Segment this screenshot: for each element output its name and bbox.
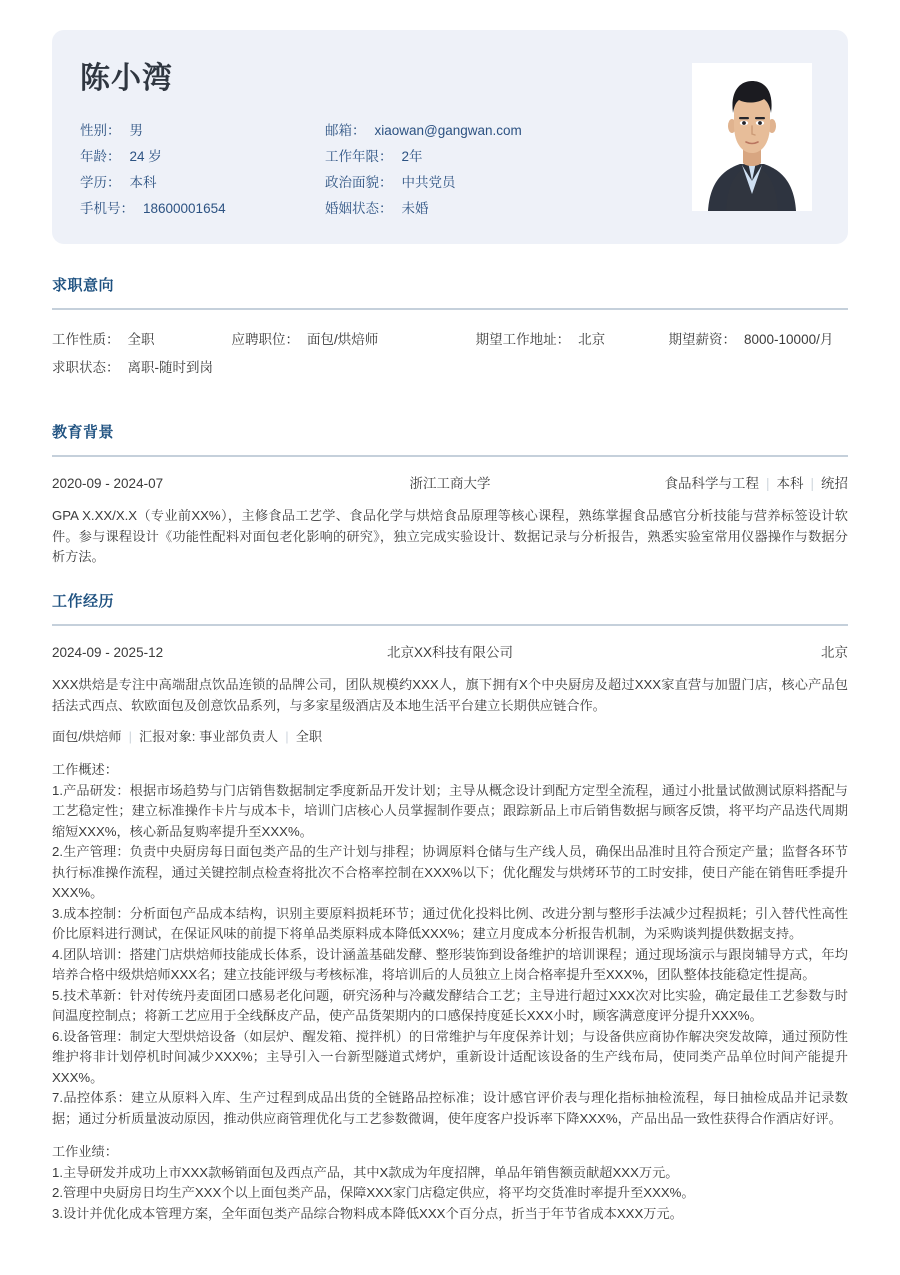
job-intent-row [52, 326, 848, 354]
job-intent-position-label: 应聘职位： [231, 332, 299, 347]
job-intent-field-nature [52, 326, 231, 354]
profile-field-experience [325, 144, 635, 170]
work-report-to: 汇报对象: 事业部负责人 [139, 729, 279, 744]
education-admission-type: 统招 [821, 476, 848, 491]
work-company-intro: XXX烘焙是专注中高端甜点饮品连锁的品牌公司，团队规模约XXX人，旗下拥有X个中央厨房及超过XXX家直营与加盟门店，核心产品包括法式西点、软欧面包及创意饮品系列，与多家星级酒店及本地生活平台建立长期供应链合作。 [52, 677, 848, 713]
profile-field-age-value: 24 岁 [129, 149, 162, 164]
profile-info-row [80, 144, 640, 170]
work-achievements-heading: 工作业绩： [52, 1144, 118, 1159]
education-degree: 本科 [776, 476, 804, 491]
profile-field-degree [80, 170, 325, 196]
work-employment-type: 全职 [295, 729, 323, 744]
work-company-name: 北京XX科技有限公司 [386, 645, 513, 660]
education-meta [664, 473, 848, 495]
work-date-range: 2024-09 - 2025-12 [52, 645, 164, 660]
work-achievement-item: 1.主导研发并成功上市XXX款畅销面包及西点产品，其中X款成为年度招牌，单品年销售额贡献超XXX万元。 [52, 1164, 679, 1180]
education-entry-head [52, 473, 848, 495]
work-duties-block [52, 760, 848, 1129]
section-work-experience [52, 592, 848, 1224]
education-date-range: 2020-09 - 2024-07 [52, 476, 164, 491]
section-divider [52, 455, 848, 457]
profile-field-degree-value: 本科 [129, 175, 157, 190]
section-education [52, 423, 848, 568]
meta-separator: | [810, 476, 814, 491]
meta-separator: | [765, 476, 770, 491]
profile-field-political-status [325, 170, 635, 196]
section-job-intent [52, 276, 848, 382]
profile-info-row [80, 196, 640, 222]
job-intent-nature-value: 全职 [127, 332, 155, 347]
avatar [692, 63, 812, 211]
education-major: 食品科学与工程 [664, 476, 759, 491]
work-duty-item: 7.品控体系：建立从原料入库、生产过程到成品出货的全链路品控标准；设计感官评价表与理化指标抽检流程，每日抽检成品并记录数据；通过分析质量波动原因，推动供应商管理优化与工艺参数微调，使年度客户投诉率下降XXX%，产品出品一致性获得合作酒店好评。 [52, 1090, 848, 1126]
section-title-education: 教育背景 [52, 424, 115, 441]
work-duty-item: 4.团队培训：搭建门店烘焙师技能成长体系，设计涵盖基础发酵、整形装饰到设备维护的培训课程；通过现场演示与跟岗辅导方式，年均培养合格中级烘焙师XXX名；建立技能评级与考核标准，将培训后的人员独立上岗合格率提升至XXX%，团队整体技能稳定性提高。 [52, 946, 848, 982]
profile-field-phone [80, 196, 325, 222]
profile-info-row [80, 118, 640, 144]
profile-field-marital-status-value: 未婚 [401, 201, 429, 216]
education-entry [52, 473, 848, 568]
profile-field-email [325, 118, 635, 144]
profile-info-row [80, 170, 640, 196]
profile-field-experience-label: 工作年限： [325, 149, 393, 164]
work-achievement-item: 2.管理中央厨房日均生产XXX个以上面包类产品，保障XXX家门店稳定供应，将平均交货准时率提升至XXX%。 [52, 1185, 695, 1200]
work-duty-item: 6.设备管理：制定大型烘焙设备（如层炉、醒发箱、搅拌机）的日常维护与年度保养计划；与设备供应商协作解决突发故障，通过预防性维护将非计划停机时间减少XXX%；主导引入一台新型隧道式烤炉，重新设计适配该设备的生产线布局，使同类产品单位时间产能提升XXX%。 [52, 1028, 848, 1085]
work-role-title: 面包/烘焙师 [52, 729, 122, 744]
profile-header-card [52, 30, 848, 244]
work-duty-item: 3.成本控制：分析面包产品成本结构，识别主要原料损耗环节；通过优化投料比例、改进分割与整形手法减少过程损耗；引入替代性高性价比原料进行测试，在保证风味的前提下将单品类原料成本降低XXX%；建立月度成本分析报告机制，为采购谈判提供数据支持。 [52, 905, 848, 941]
profile-field-age [80, 144, 325, 170]
job-intent-status-value: 离职-随时到岗 [127, 360, 213, 375]
job-intent-field-salary [669, 326, 848, 354]
work-achievement-item: 3.设计并优化成本管理方案，全年面包类产品综合物料成本降低XXX个百分点，折当于年节省成本XXX万元。 [52, 1205, 683, 1221]
education-school-name: 浙江工商大学 [409, 476, 491, 491]
work-duties-heading: 工作概述： [52, 762, 118, 777]
work-duty-item: 5.技术革新：针对传统丹麦面团口感易老化问题，研究汤种与冷藏发酵结合工艺；主导进行超过XXX次对比实验，确定最佳工艺参数与时间温度控制点；将新工艺应用于全线酥皮产品，使产品货架期内的口感保持度延长XXX小时，顾客满意度评分提升XXX%。 [52, 987, 848, 1023]
job-intent-status-label: 求职状态： [52, 360, 120, 375]
job-intent-position-value: 面包/烘焙师 [306, 332, 379, 347]
profile-field-degree-label: 学历： [80, 175, 121, 190]
profile-field-marital-status [325, 196, 635, 222]
meta-separator: | [285, 729, 289, 744]
profile-field-gender-value: 男 [129, 123, 143, 138]
profile-field-marital-status-label: 婚姻状态： [325, 201, 393, 216]
job-intent-location-value: 北京 [578, 332, 606, 347]
work-duty-item: 1.产品研发：根据市场趋势与门店销售数据制定季度新品开发计划；主导从概念设计到配方定型全流程，通过小批量试做测试原料搭配与工艺稳定性；建立标准操作卡片与成本卡，培训门店核心人员掌握制作要点；跟踪新品上市后销售数据与顾客反馈，将平均产品迭代周期缩短XXX%，核心新品复购率提升至XXX%。 [52, 782, 848, 839]
education-description: GPA X.XX/X.X（专业前XX%），主修食品工艺学、食品化学与烘焙食品原理等核心课程，熟练掌握食品感官分析技能与营养标签设计软件。参与课程设计《功能性配料对面包老化影响的研究》，独立完成实验设计、数据记录与分析报告，熟悉实验室常用仪器操作与数据分析方法。 [52, 508, 848, 564]
profile-field-phone-label: 手机号： [80, 201, 134, 216]
profile-field-phone-value: 18600001654 [143, 201, 226, 216]
meta-separator: | [128, 729, 133, 744]
profile-field-political-status-value: 中共党员 [401, 175, 456, 190]
job-intent-field-status [52, 354, 252, 382]
section-title-work-experience: 工作经历 [52, 593, 115, 610]
job-intent-salary-label: 期望薪资： [668, 332, 737, 347]
job-intent-salary-value: 8000-10000/月 [744, 332, 834, 347]
work-location: 北京 [821, 645, 848, 660]
section-divider [52, 624, 848, 626]
profile-field-gender-label: 性别： [80, 123, 121, 138]
work-entry-head [52, 642, 848, 664]
profile-field-gender [80, 118, 325, 144]
work-entry [52, 642, 848, 1224]
job-intent-row [52, 354, 848, 382]
profile-info-grid [80, 118, 640, 222]
candidate-name: 陈小湾 [80, 62, 173, 95]
work-role-line [52, 727, 848, 747]
profile-field-age-label: 年龄： [80, 149, 121, 164]
profile-field-experience-value: 2年 [401, 149, 423, 164]
work-achievements-block [52, 1142, 848, 1224]
section-title-job-intent: 求职意向 [52, 277, 115, 294]
job-intent-field-position [231, 326, 475, 354]
profile-field-email-label: 邮箱： [325, 123, 366, 138]
profile-field-political-status-label: 政治面貌： [325, 175, 393, 190]
spacer [52, 1129, 848, 1142]
spacer [52, 747, 848, 760]
section-divider [52, 308, 848, 310]
job-intent-nature-label: 工作性质： [52, 332, 120, 347]
profile-field-email-value: xiaowan@gangwan.com [374, 123, 522, 138]
work-duty-item: 2.生产管理：负责中央厨房每日面包类产品的生产计划与排程；协调原料仓储与生产线人员，确保出品准时且符合预定产量；监督各环节执行标准操作流程，通过关键控制点检查将批次不合格率控制在XXX%以下；优化醒发与烘烤环节的工时安排，使日产能在销售旺季提升XXX%。 [52, 844, 848, 900]
job-intent-location-label: 期望工作地址： [475, 332, 571, 347]
job-intent-field-location [476, 326, 669, 354]
